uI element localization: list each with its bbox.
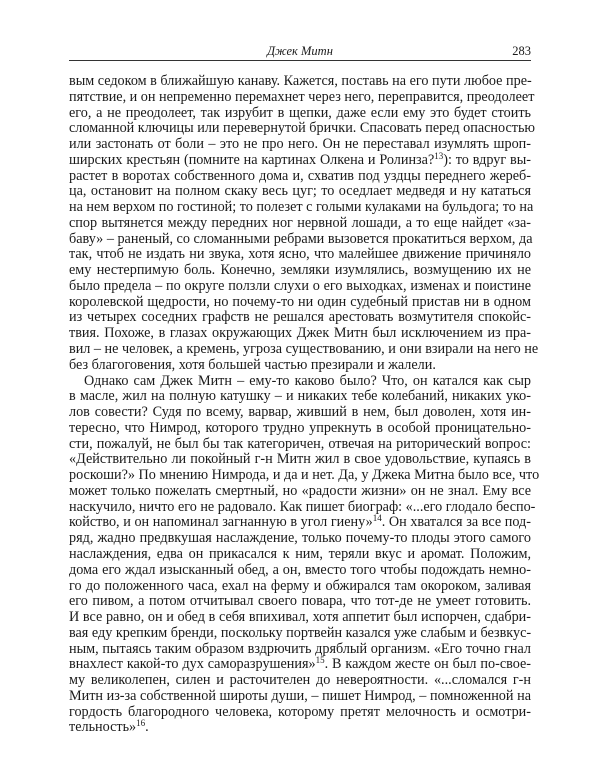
line-text: сти, пожалуй, не был бы так категоричен, отвечая на риторический вопрос: bbox=[69, 435, 531, 452]
line-text: было предела – по округе ползли слухи о его выходках, изменах и поистине bbox=[69, 277, 531, 294]
line-text-continued: . Он хватался за все под- bbox=[381, 514, 531, 531]
line-text: ца, остановит на полном скаку весь цуг; то оседлает медведя и ну кататься bbox=[69, 183, 531, 200]
line-text: ему нестерпимую боль. Конечно, земляки изумлялись, возмущению их не bbox=[69, 262, 531, 279]
text-line bbox=[69, 106, 531, 122]
line-text: роскоши?» По мнению Нимрода, и да и нет. Да, у Джека Митна было все, что bbox=[69, 467, 540, 484]
line-text: так, чтоб не издать ни звука, хотя ясно, что малейшее движение причиняло bbox=[69, 246, 531, 263]
line-text: его, а не преодолеет, так изрубит в щепки, даже если ему это будет стоить bbox=[69, 104, 531, 121]
line-text: внахлест какой-то дух саморазрушения» bbox=[69, 656, 316, 673]
text-line bbox=[69, 405, 531, 421]
text-line bbox=[69, 389, 531, 405]
text-line bbox=[69, 247, 531, 263]
text-line bbox=[69, 673, 531, 689]
line-text: или застонать от боли – это не про него. Он не переставал изумлять шроп- bbox=[69, 136, 531, 153]
line-text: тельность» bbox=[69, 719, 137, 736]
line-text: вил – не человек, а кремень, угроза существованию, и они взирали на него не bbox=[69, 341, 539, 358]
text-line bbox=[69, 74, 531, 90]
text-line bbox=[69, 563, 531, 579]
text-line bbox=[69, 184, 531, 200]
page-number: 283 bbox=[512, 44, 531, 58]
line-text: баву» – раненый, со сломанными ребрами вызовется прокатиться верхом, да bbox=[69, 230, 533, 247]
text-line bbox=[69, 88, 535, 106]
running-header bbox=[69, 43, 531, 61]
line-text: в масле, жил на полную катушку – и никаких тебе колебаний, никаких уко- bbox=[69, 388, 531, 405]
line-text: твия. Похоже, в глазах окружающих Джек Митн был исключением из пра- bbox=[69, 325, 531, 342]
line-text: вым седоком в ближайшую канаву. Кажется, поставь на его пути любое пре- bbox=[69, 73, 532, 89]
text-line bbox=[69, 547, 531, 563]
text-line bbox=[69, 263, 531, 279]
line-text: «Действительно ли покойный г-н Митн жил в свое удовольствие, купаясь в bbox=[69, 451, 531, 468]
text-line bbox=[69, 484, 531, 500]
text-line bbox=[69, 579, 531, 595]
line-text: из четырех соседних графств не решался арестовать возмутителя спокойс- bbox=[69, 309, 531, 326]
text-line bbox=[69, 515, 531, 531]
line-text: ным, пытаясь таким образом вздрючить дряблый организм. «Его точно гнал bbox=[69, 640, 531, 657]
paragraph bbox=[69, 73, 539, 374]
text-line bbox=[69, 232, 531, 248]
text-line bbox=[69, 150, 531, 169]
text-line bbox=[69, 169, 531, 185]
line-text: лов совести? Судя по всему, варвар, живший в нем, был доволен, хотя ин- bbox=[69, 404, 531, 421]
line-text: ширских крестьян (помните на картинах Олкена и Ролинза? bbox=[69, 151, 435, 168]
line-text: наскучило, ничто его не радовало. Как пишет биограф: «...его глодало беспо- bbox=[69, 498, 536, 515]
text-line bbox=[69, 452, 531, 468]
text-line bbox=[69, 594, 531, 610]
text-line bbox=[69, 341, 539, 358]
line-text: королевской щедрости, но почему-то ни один судебный пристав ни в одном bbox=[69, 293, 531, 310]
text-line bbox=[69, 358, 531, 374]
text-line bbox=[69, 279, 531, 295]
line-text-continued: . В каждом жесте он был по-свое- bbox=[324, 656, 532, 673]
footnote-marker: 14 bbox=[372, 513, 382, 524]
text-line bbox=[69, 120, 536, 137]
text-line bbox=[69, 610, 531, 626]
line-text: ряд, жадно предвкушая наслаждение, только почему-то плоды этого самого bbox=[69, 530, 531, 547]
footnote-marker: 16 bbox=[136, 718, 146, 729]
text-line bbox=[69, 531, 531, 547]
text-line bbox=[69, 467, 540, 484]
line-text: его пивом, а потом отчитывал своего повара, что тот-де не умеет готовить. bbox=[69, 593, 531, 610]
line-text-continued: . bbox=[145, 719, 149, 736]
line-text: наслаждения, едва он прикасался к ним, теряли вкус и аромат. Положим, bbox=[69, 545, 531, 562]
footnote-marker: 13 bbox=[434, 150, 444, 161]
line-text: Митн из-за собственной широты души, – пишет Нимрод, – помноженной на bbox=[69, 687, 531, 704]
running-title: Джек Митн bbox=[267, 44, 333, 58]
line-text: гордость благородного человека, которому претят мелочность и осмотри- bbox=[69, 703, 531, 720]
footnote-marker: 15 bbox=[315, 655, 325, 666]
text-line bbox=[69, 295, 531, 311]
line-text: Однако сам Джек Митн – ему-то каково было? Что, он катался как сыр bbox=[84, 372, 531, 389]
text-line bbox=[69, 689, 531, 705]
text-line bbox=[69, 720, 531, 736]
paragraph bbox=[69, 372, 540, 737]
line-text-continued: ): то вдруг вы- bbox=[443, 151, 531, 168]
text-line bbox=[69, 310, 531, 326]
text-line bbox=[69, 437, 531, 453]
line-text: без благоговения, хотя большей частью презирали и жалели. bbox=[69, 356, 436, 373]
text-line bbox=[69, 657, 531, 673]
line-text: тересно, что Нимрод, которого трудно упрекнуть в особой проницательно- bbox=[69, 419, 531, 436]
text-line bbox=[69, 199, 534, 216]
text-line bbox=[69, 374, 531, 390]
text-line bbox=[69, 421, 531, 437]
text-line bbox=[69, 642, 531, 658]
line-text: И все равно, он и обед в себя впихивал, хотя аппетит был испорчен, сдабри- bbox=[69, 609, 531, 626]
line-text: дома его ждал изысканный обед, а он, вместо того чтобы подождать немно- bbox=[69, 561, 531, 578]
line-text: го до положенного часа, ехал на ферму и обжирался там окороком, заливая bbox=[69, 577, 531, 594]
text-line bbox=[69, 326, 531, 342]
line-text: спор вытянется между передних ног нервной лошади, а то еще найдет «за- bbox=[69, 214, 531, 231]
body-text bbox=[69, 73, 540, 736]
line-text: вая еду крепким бренди, поскольку портвейн казался уже слабым и безвкус- bbox=[69, 624, 532, 641]
line-text: пятствие, и он непременно перемахнет через него, переправится, преодолеет bbox=[69, 88, 535, 105]
text-line bbox=[69, 626, 531, 642]
text-line bbox=[69, 216, 531, 232]
line-text: сломанной ключицы или перевернутой брички. Спасовать перед опасностью bbox=[69, 120, 536, 137]
line-text: может только пожелать смертный, но «радости жизни» он не знал. Ему все bbox=[69, 482, 531, 499]
line-text: му великолепен, силен и расточителен до невероятности. «...сломался г-н bbox=[69, 672, 531, 689]
line-text: койство, и он напоминал загнанную в угол гиену» bbox=[69, 514, 373, 531]
text-line bbox=[69, 137, 531, 153]
line-text: на нем верхом по гостиной; то полезет с голыми кулаками на бульдога; то на bbox=[69, 199, 534, 216]
line-text: растет в воротах собственного дома и, схватив под уздцы переднего жереб- bbox=[69, 167, 531, 184]
